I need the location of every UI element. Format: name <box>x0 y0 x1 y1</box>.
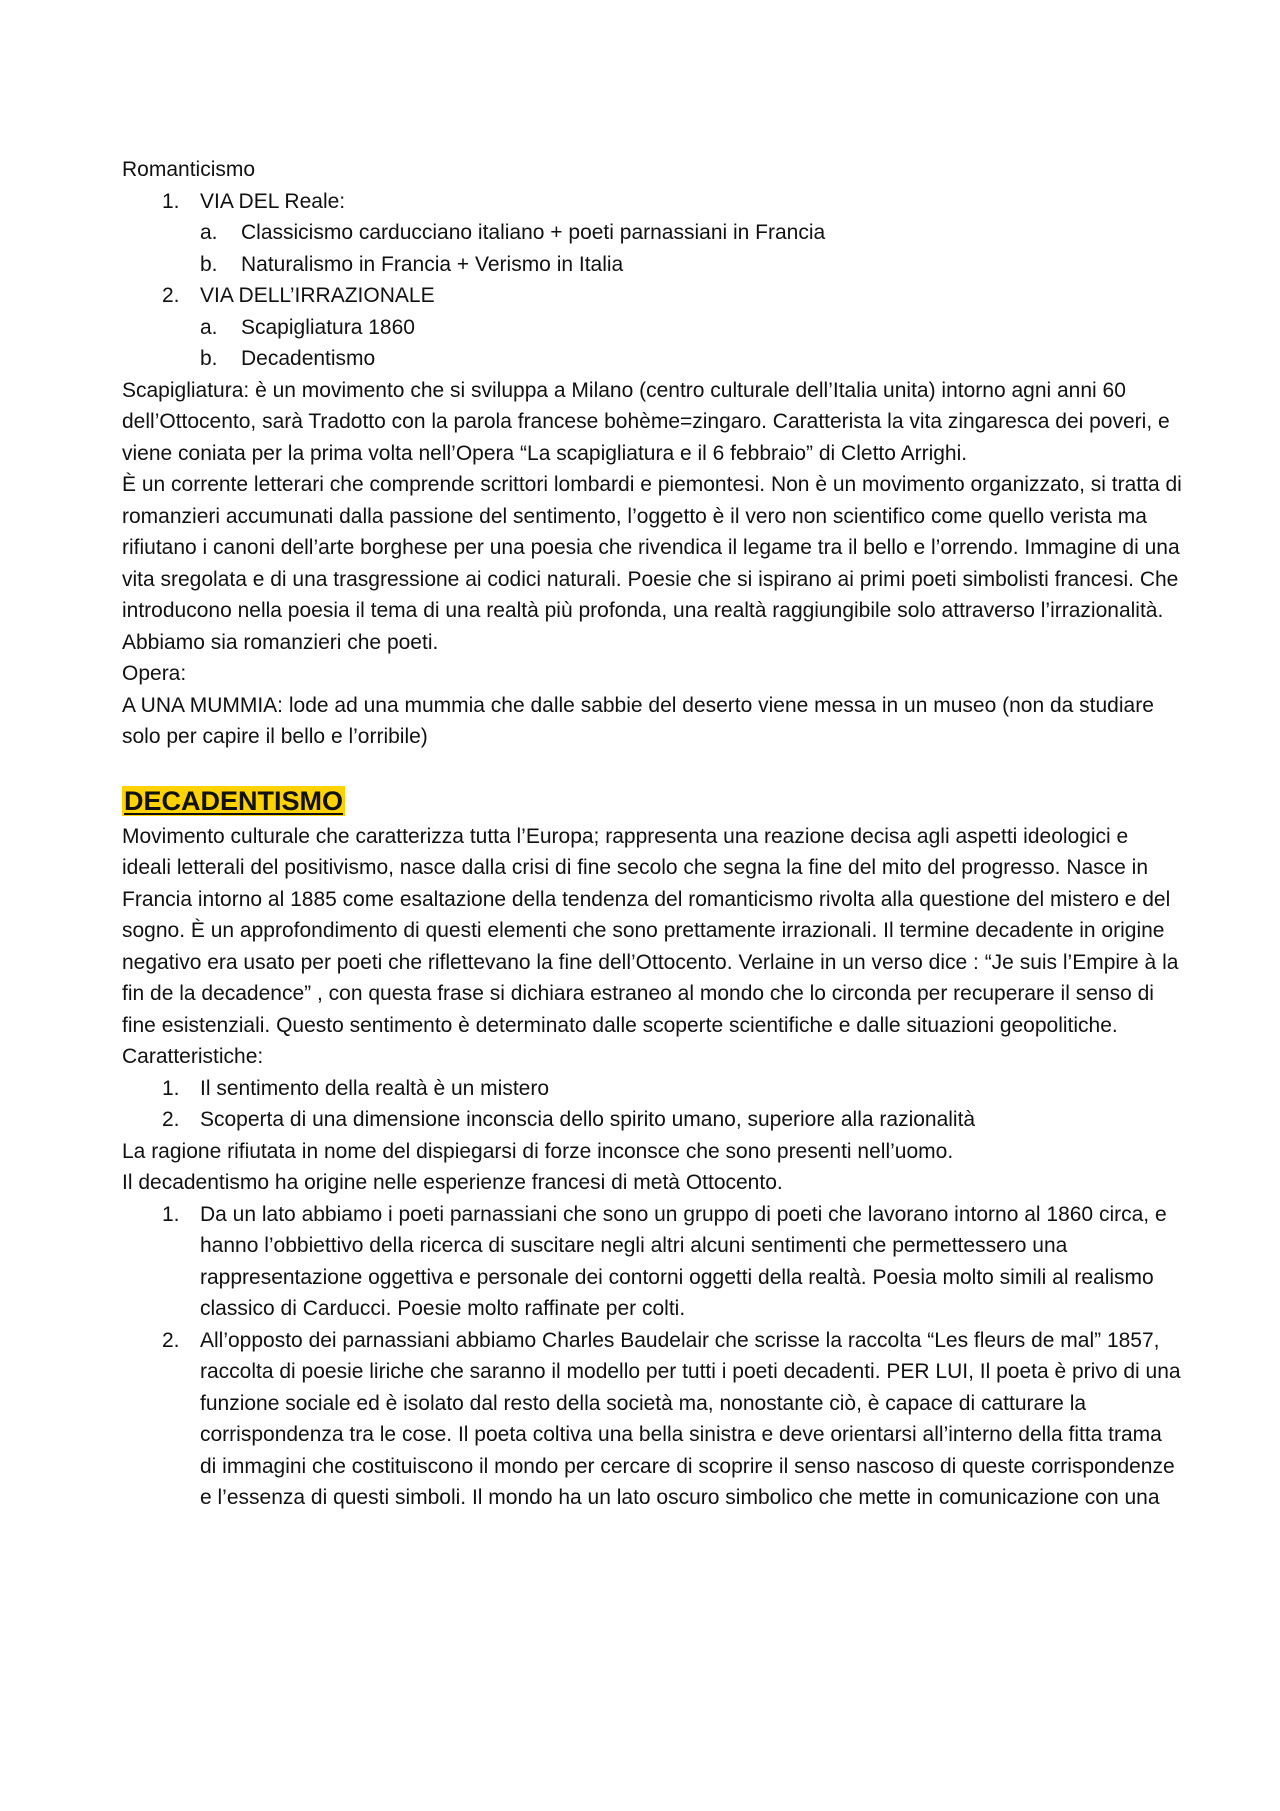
heading-container <box>122 784 1182 821</box>
list-number: 2. <box>162 284 180 307</box>
paragraph-opera-label: Opera: <box>122 662 187 685</box>
list-number: 1. <box>162 189 180 213</box>
paragraph-intro: Movimento culturale che caratterizza tutta l’Europa; rappresenta una reazione decisa agli aspetti ideologici e ideali letterali del positivismo, nasce dalla crisi di fine secolo che segna la fine del mito del progresso. Nasce in Francia intorno al 1885 come esaltazione della tendenza del romanticismo rivolta alla questione del mistero e del sogno. È un approfondimento di questi elementi che sono prettamente irrazionali. Il termine decadente in origine negativo era usato per poeti che riflettevano la fine dell’Ottocento. Verlaine in un verso dice : “Je suis l’Empire à la fin de la decadence” , con questa frase si dichiara estraneo al mondo che lo circonda per recuperare il senso di fine esistenziali. Questo sentimento è determinato dalle scoperte scientifiche e dalle situazioni geopolitiche. <box>122 824 1179 1037</box>
sub-list-text: Decadentismo <box>241 347 376 370</box>
list-text: VIA DEL Reale: <box>200 189 346 213</box>
sub-list-text: Classicismo carducciano italiano + poeti parnassiani in Francia <box>241 221 826 244</box>
sub-list-text: Scapigliatura 1860 <box>241 315 415 339</box>
list-text: All’opposto dei parnassiani abbiamo Charles Baudelair che scrisse la raccolta “Les fleurs de mal” 1857, raccolta di poesie liriche che saranno il modello per tutti i poeti decadenti. PER LUI, Il poeta è privo di una funzione sociale ed è isolato dal resto della società ma, nonostante ciò, è capace di catturare la corrispondenza tra le cose. Il poeta coltiva una bella sinistra e deve orientarsi all’interno della fitta trama di immagini che costituiscono il mondo per cercare di scoprire il senso nascoso di queste corrispondenze e l’essenza di questi simboli. Il mondo ha un lato oscuro simbolico che mette in comunicazione con una <box>200 1328 1181 1509</box>
paragraph-opera: A UNA MUMMIA: lode ad una mummia che dalle sabbie del deserto viene messa in un museo (non da studiare solo per capire il bello e l’orribile) <box>122 693 1154 748</box>
sub-list-item <box>122 312 1182 344</box>
list-text: Scoperta di una dimensione inconscia dello spirito umano, superiore alla razionalità <box>200 1108 976 1131</box>
list-item <box>122 1073 1182 1105</box>
paragraph-ragione: La ragione rifiutata in nome del dispiegarsi di forze inconsce che sono presenti nell’uomo. <box>122 1139 954 1163</box>
section-title: Romanticismo <box>122 158 256 181</box>
list-number: 1. <box>162 1202 180 1226</box>
caratteristiche-label: Caratteristiche: <box>122 1045 264 1068</box>
list-item <box>122 186 1182 218</box>
sub-list-letter: a. <box>200 221 218 244</box>
list-text: VIA DELL’IRRAZIONALE <box>200 284 435 307</box>
paragraph-corrente: È un corrente letterari che comprende scrittori lombardi e piemontesi. Non è un movimento organizzato, si tratta di romanzieri accumunati dalla passione del sentimento, l’oggetto è il vero non scientifico come quello verista ma rifiutano i canoni dell’arte borghese per una poesia che rivendica il legame tra il bello e l’orrendo. Immagine di una vita sregolata e di una trasgressione ai codici naturali. Poesie che si ispirano ai primi poeti simbolisti francesi. Che introducono nella poesia il tema di una realtà più profonda, una realtà raggiungibile solo attraverso l’irrazionalità. Abbiamo sia romanzieri che poeti. <box>122 473 1182 654</box>
sub-list-item <box>122 343 1182 375</box>
list-item <box>122 1104 1182 1136</box>
list-text: Il sentimento della realtà è un mistero <box>200 1076 550 1100</box>
sub-list-letter: b. <box>200 347 218 370</box>
list-item <box>122 1325 1182 1514</box>
sub-list-item <box>122 249 1182 281</box>
document-page <box>122 154 1182 1514</box>
sub-list-letter: b. <box>200 252 218 276</box>
paragraph-scapigliatura: Scapigliatura: è un movimento che si sviluppa a Milano (centro culturale dell’Italia unita) intorno agni anni 60 dell’Ottocento, sarà Tradotto con la parola francese bohème=zingaro. Caratterista la vita zingaresca dei poveri, e viene coniata per la prima volta nell’Opera “La scapigliatura e il 6 febbraio” di Cletto Arrighi. <box>122 378 1170 465</box>
paragraph-origine: Il decadentismo ha origine nelle esperienze francesi di metà Ottocento. <box>122 1171 783 1194</box>
section-heading: DECADENTISMO <box>124 785 344 816</box>
list-item <box>122 280 1182 312</box>
list-item <box>122 1199 1182 1325</box>
list-number: 2. <box>162 1328 180 1352</box>
sub-list-text: Naturalismo in Francia + Verismo in Italia <box>241 252 624 276</box>
list-number: 1. <box>162 1076 180 1100</box>
sub-list-letter: a. <box>200 315 218 339</box>
list-text: Da un lato abbiamo i poeti parnassiani che sono un gruppo di poeti che lavorano intorno al 1860 circa, e hanno l’obbiettivo della ricerca di suscitare negli altri alcuni sentimenti che permettessero una rappresentazione oggettiva e personale dei contorni oggetti della realtà. Poesia molto simili al realismo classico di Carducci. Poesie molto raffinate per colti. <box>200 1202 1167 1320</box>
sub-list-item <box>122 217 1182 249</box>
list-number: 2. <box>162 1108 180 1131</box>
